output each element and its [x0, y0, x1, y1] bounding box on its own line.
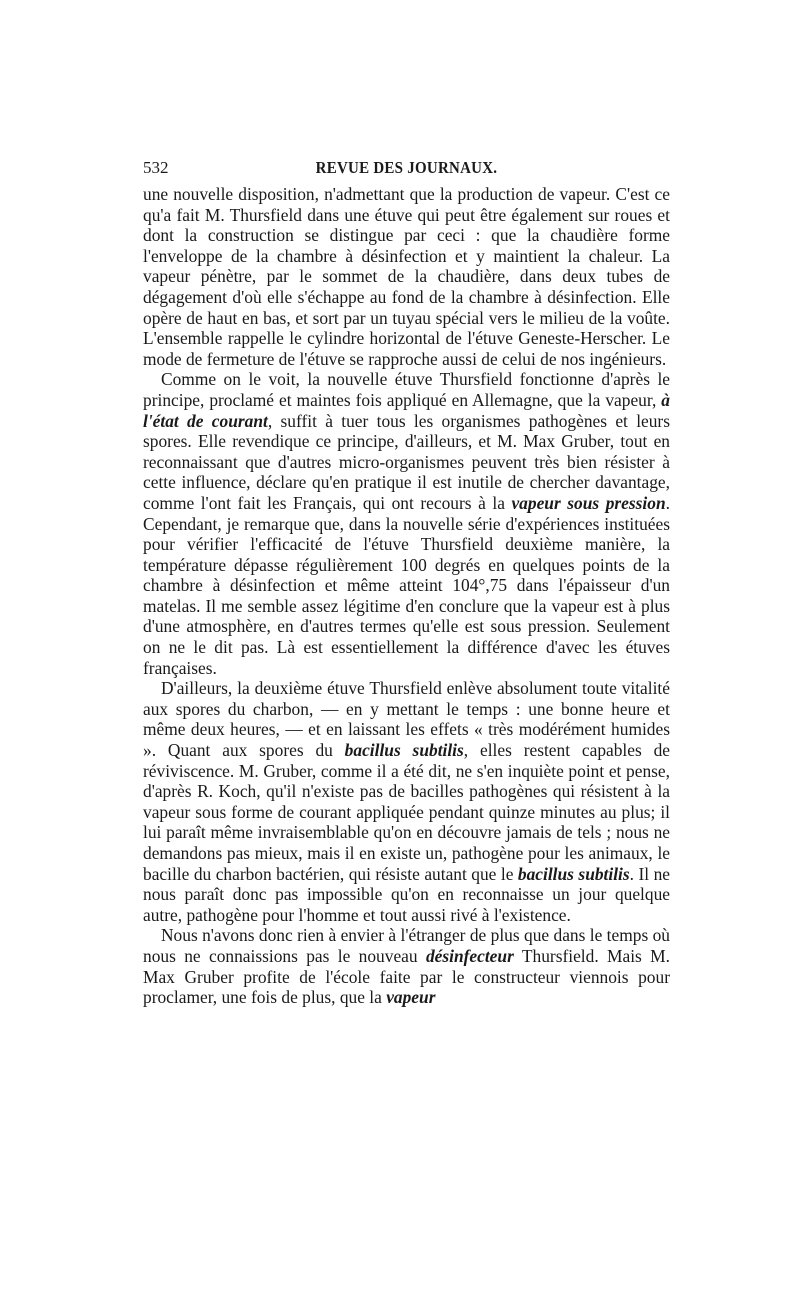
paragraph-text: Thursfield. Mais M. Max Gruber profite de l'école faite par le constructeur viennois pour proclamer, une fois de plus, que la — [143, 945, 670, 1008]
italic-phrase: désinfecteur — [425, 945, 514, 966]
page-number: 532 — [143, 158, 169, 177]
italic-phrase: bacillus subtilis — [344, 740, 464, 761]
italic-phrase: vapeur — [386, 987, 436, 1008]
paragraph-4 — [143, 925, 670, 1007]
running-title: REVUE DES JOURNAUX. — [315, 158, 498, 177]
italic-phrase: à l'état de courant — [143, 389, 670, 431]
paragraph-3 — [143, 678, 670, 925]
paragraph-text: . Il ne nous paraît donc pas impossible qu'on en reconnaisse un jour quelque autre, pathogène pour l'homme et tout aussi rivé à l'existence. — [143, 863, 670, 925]
page-header — [143, 158, 670, 184]
paragraph-text: Comme on le voit, la nouvelle étuve Thursfield fonctionne d'après le principe, proclamé et maintes fois appliqué en Allemagne, que la vapeur, — [143, 369, 670, 410]
paragraph-2 — [143, 369, 670, 678]
paragraph-text: une nouvelle disposition, n'admettant que la production de vapeur. C'est ce qu'a fait M. Thursfield dans une étuve qui peut être également sur roues et dont la construction se distingue par ceci : que la chaudière forme l'enveloppe de la chambre à désinfection et y maintient la chaleur. La vapeur pénètre, par le sommet de la chaudière, dans deux tubes de dégagement d'où elle s'échappe au fond de la chambre à désinfection. Elle opère de haut en bas, et sort par un tuyau spécial vers le milieu de la voûte. L'ensemble rappelle le cylindre horizontal de l'étuve Geneste-Herscher. Le mode de fermeture de l'étuve se rapproche aussi de celui de nos ingénieurs. — [143, 184, 670, 369]
paragraph-text: . Cependant, je remarque que, dans la nouvelle série d'expériences instituées pour vérifier l'efficacité de l'étuve Thursfield deuxième manière, la température dépasse régulièrement 100 degrés en quelques points de la chambre à désinfection et même atteint 104°,75 dans l'épaisseur d'un matelas. Il me semble assez légitime d'en conclure que la vapeur est à plus d'une atmosphère, en d'autres termes qu'elle est sous pression. Seulement on ne le dit pas. Là est essentiellement la différence d'avec les étuves françaises. — [143, 492, 670, 678]
body-text — [143, 184, 670, 1008]
italic-phrase: vapeur sous pression — [511, 492, 666, 513]
paragraph-text: , suffit à tuer tous les organismes pathogènes et leurs spores. Elle revendique ce principe, d'ailleurs, et M. Max Gruber, tout en reconnaissant que d'autres micro-organismes peuvent très bien résister à cette influence, déclare qu'en pratique il est inutile de chercher davantage, comme l'ont fait les Français, qui ont recours à la — [143, 410, 670, 513]
paragraph-text: Nous n'avons donc rien à envier à l'étranger de plus que dans le temps où nous ne connaissions pas le nouveau — [143, 925, 670, 966]
italic-phrase: bacillus subtilis — [517, 863, 630, 884]
paragraph-text: D'ailleurs, la deuxième étuve Thursfield enlève absolument toute vitalité aux spores du charbon, — en y mettant le temps : une bonne heure et même deux heures, — et en laissant les effets « très modérément humides ». Quant aux spores du — [143, 678, 670, 761]
paragraph-text: , elles restent capables de réviviscence. M. Gruber, comme il a été dit, ne s'en inquiète point et pense, d'après R. Koch, qu'il n'existe pas de bacilles pathogènes qui résistent à la vapeur sous forme de courant appliquée pendant quinze minutes au plus; il lui paraît même invraisemblable qu'on en découvre jamais de tels ; nous ne demandons pas mieux, mais il en existe un, pathogène pour les animaux, le bacille du charbon bactérien, qui résiste autant que le — [143, 740, 671, 884]
paragraph-1 — [143, 184, 670, 369]
